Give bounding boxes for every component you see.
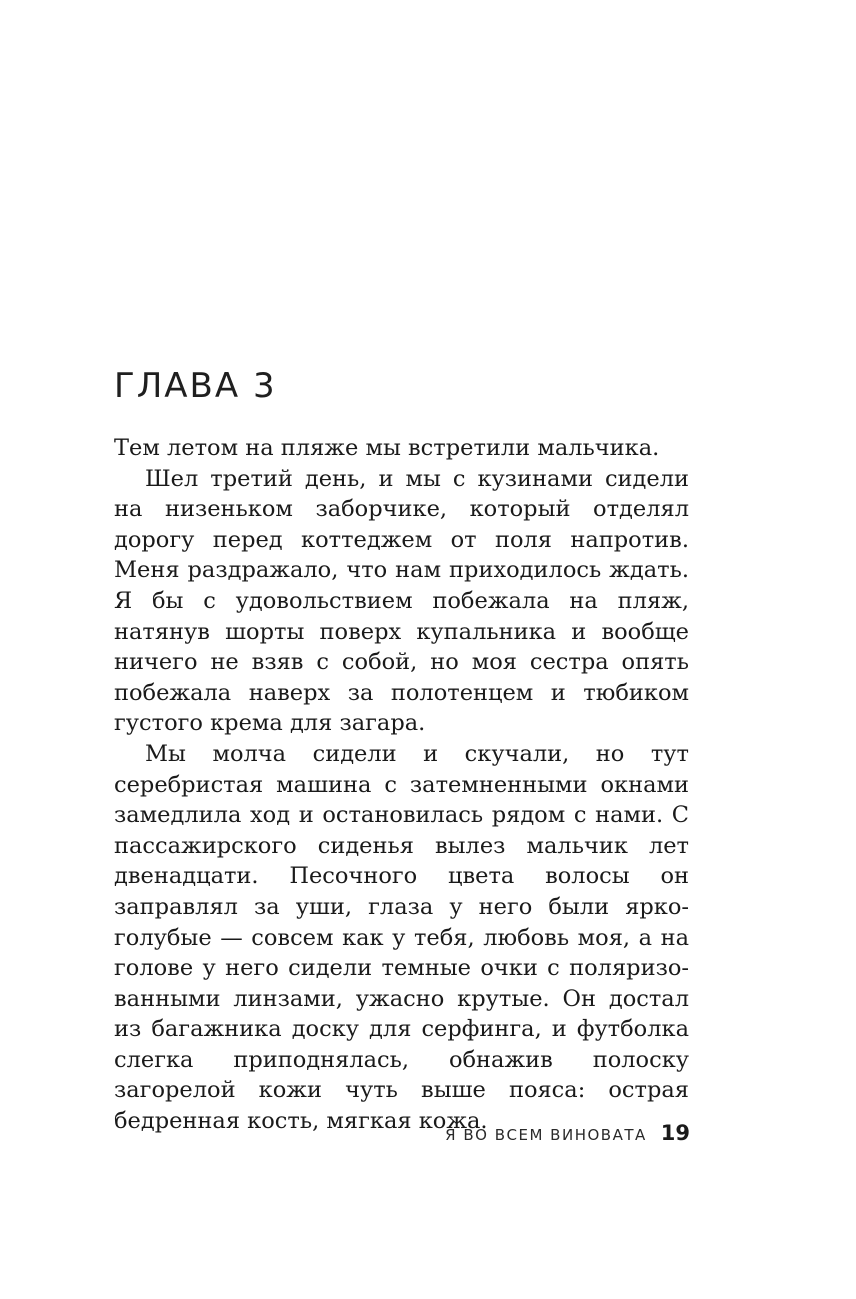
paragraph-1: Тем летом на пляже мы встретили мальчика. [114,435,660,461]
running-book-title: Я ВО ВСЕМ ВИНОВАТА [445,1126,647,1144]
paragraph-2: Шел третий день, и мы с кузинами сидели на низеньком заборчике, который отделял дорогу перед коттеджем от поля напротив. Меня раздражало, что нам приходилось ждать. Я бы с удовольствием побежала на пляж, натянув шорты поверх купальника и вообще ничего не взяв с собой, но моя сестра опять побежала наверх за полотенцем и тюбиком густого крема для загара. [114,465,689,737]
page-number: 19 [660,1121,690,1145]
paragraph-3: Мы молча сидели и скучали, но тут серебристая машина с затемненными окнами замедлила ход и остановилась рядом с нами. С пассажирского сиденья вылез мальчик лет двенадцати. Песочного цвета волосы он заправлял за уши, глаза у него были ярко-голубые — совсем как у тебя, любовь моя, а на голове у него сидели темные очки с поляризованными линзами, ужасно крутые. Он достал из багажника доску для серфинга, и футболка слегка приподнялась, обнажив полоску загорелой кожи чуть выше пояса: острая бедренная кость, мягкая кожа. [114,740,689,1135]
running-footer [400,1121,690,1145]
chapter-body [114,433,689,1137]
chapter-title: ГЛАВА 3 [114,366,277,406]
